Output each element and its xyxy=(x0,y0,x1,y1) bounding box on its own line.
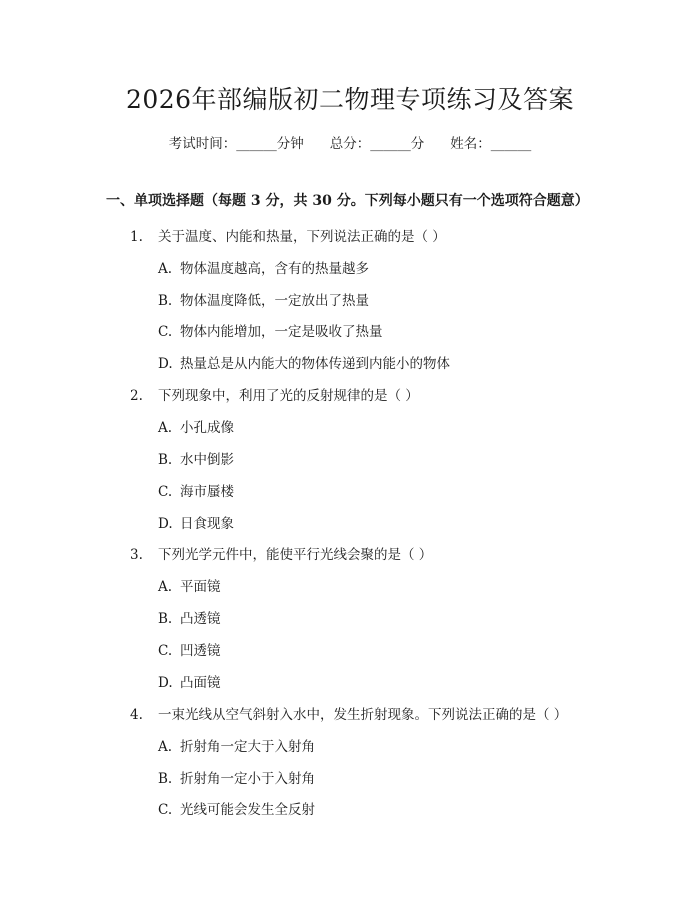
question-text: 关于温度、内能和热量，下列说法正确的是（ ） xyxy=(158,229,446,245)
question-4-option-b xyxy=(158,767,315,787)
option-letter: B. xyxy=(158,452,173,468)
option-letter: C. xyxy=(158,802,173,818)
exam-time-field: 考试时间：______分钟 xyxy=(168,136,304,152)
question-2-option-a xyxy=(158,416,234,436)
question-1-option-a xyxy=(158,257,369,277)
question-2-option-b xyxy=(158,448,234,468)
option-letter: A. xyxy=(158,261,173,277)
question-number: 4. xyxy=(130,707,143,723)
question-1 xyxy=(130,225,446,245)
option-text: 平面镜 xyxy=(180,579,221,595)
question-4 xyxy=(130,703,567,723)
option-letter: C. xyxy=(158,643,173,659)
student-name-field: 姓名：______ xyxy=(450,136,532,152)
question-3 xyxy=(130,543,432,563)
option-letter: B. xyxy=(158,293,173,309)
question-2-option-c xyxy=(158,480,234,500)
question-2-option-d xyxy=(158,512,234,532)
option-letter: C. xyxy=(158,484,173,500)
page-title: 2026年部编版初二物理专项练习及答案 xyxy=(125,85,575,114)
question-1-option-c xyxy=(158,320,383,340)
question-4-option-c xyxy=(158,798,315,818)
question-number: 2. xyxy=(130,388,143,404)
option-letter: C. xyxy=(158,324,173,340)
question-number: 3. xyxy=(130,547,143,563)
option-letter: D. xyxy=(158,356,173,372)
question-4-option-a xyxy=(158,735,315,755)
option-letter: D. xyxy=(158,516,173,532)
option-text: 凹透镜 xyxy=(180,643,221,659)
option-text: 凸面镜 xyxy=(180,675,221,691)
option-text: 折射角一定大于入射角 xyxy=(180,739,315,755)
question-number: 1. xyxy=(130,229,143,245)
option-text: 海市蜃楼 xyxy=(180,484,234,500)
option-letter: B. xyxy=(158,771,173,787)
option-text: 凸透镜 xyxy=(180,611,221,627)
option-text: 光线可能会发生全反射 xyxy=(180,802,315,818)
option-letter: D. xyxy=(158,675,173,691)
question-3-option-c xyxy=(158,639,221,659)
option-letter: A. xyxy=(158,420,173,436)
question-1-option-d xyxy=(158,352,450,372)
question-3-option-d xyxy=(158,671,221,691)
option-letter: A. xyxy=(158,739,173,755)
option-text: 物体温度降低，一定放出了热量 xyxy=(180,293,369,309)
question-1-option-b xyxy=(158,289,369,309)
total-score-field: 总分：______分 xyxy=(329,136,425,152)
option-text: 水中倒影 xyxy=(180,452,234,468)
question-3-option-a xyxy=(158,575,221,595)
option-text: 日食现象 xyxy=(180,516,234,532)
exam-meta xyxy=(0,132,700,152)
option-text: 折射角一定小于入射角 xyxy=(180,771,315,787)
option-text: 物体内能增加，一定是吸收了热量 xyxy=(180,324,383,340)
option-text: 物体温度越高，含有的热量越多 xyxy=(180,261,369,277)
option-letter: B. xyxy=(158,611,173,627)
option-text: 小孔成像 xyxy=(180,420,234,436)
question-text: 下列现象中，利用了光的反射规律的是（ ） xyxy=(158,388,419,404)
question-2 xyxy=(130,384,419,404)
option-text: 热量总是从内能大的物体传递到内能小的物体 xyxy=(180,356,450,372)
section-heading: 一、单项选择题（每题 3 分，共 30 分。下列每小题只有一个选项符合题意） xyxy=(106,193,589,209)
option-letter: A. xyxy=(158,579,173,595)
question-text: 下列光学元件中，能使平行光线会聚的是（ ） xyxy=(158,547,433,563)
question-text: 一束光线从空气斜射入水中，发生折射现象。下列说法正确的是（ ） xyxy=(158,707,568,723)
question-3-option-b xyxy=(158,607,221,627)
